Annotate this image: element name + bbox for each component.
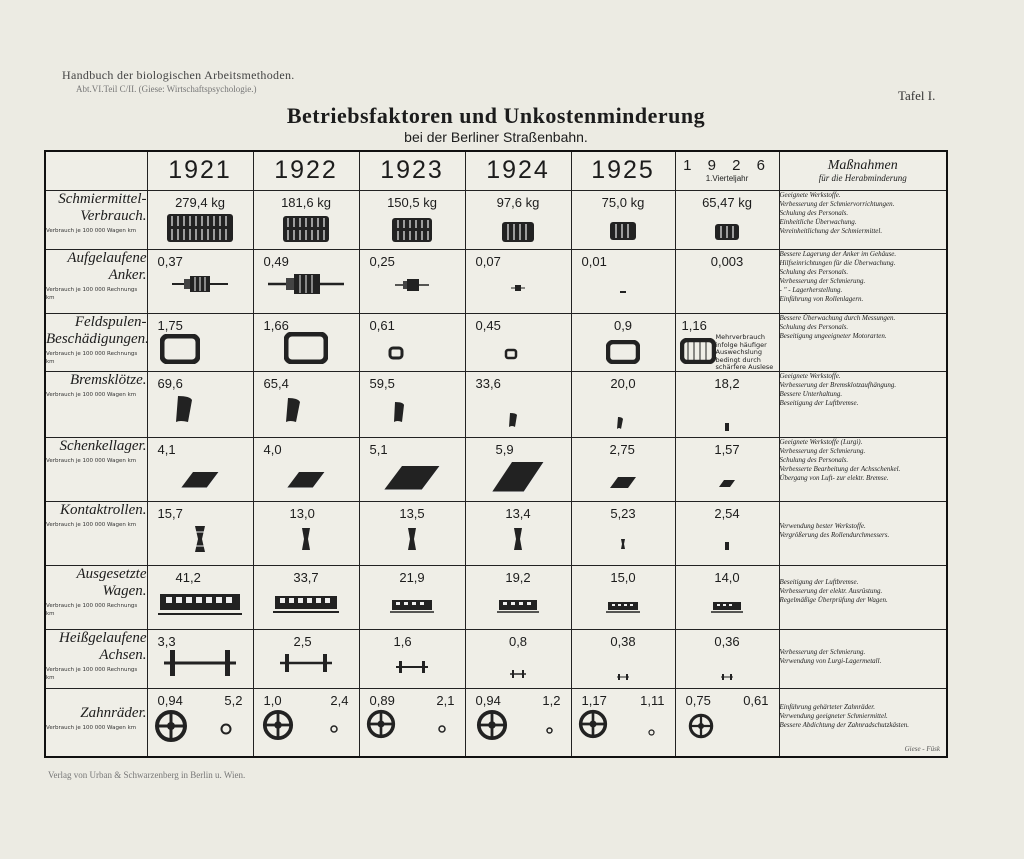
measures-cell: Beseitigung der Luftbremse. Verbesserung der elektr. Ausrüstung. Regelmäßige Überprüfung der Wagen.: [779, 565, 947, 629]
contact-roller-icon: [193, 524, 207, 554]
field-coil-icon: [160, 334, 200, 364]
measures-cell: Bessere Lagerung der Anker im Gehäuse. Hilfseinrichtungen für die Überwachung. Schulung des Personals. Verbesserung der Schmierung. - " - Lagerherstellung. Einführung von Rollenlagern.: [779, 250, 947, 314]
table-row: [45, 250, 947, 314]
table-row: [45, 190, 947, 250]
gear-wheel-icon: [366, 709, 396, 739]
value-cell: 1,6: [359, 629, 465, 689]
table-row: [45, 689, 947, 757]
grease-drum-icon: [166, 213, 234, 243]
row-label: Zahnräder. Verbrauch je 100 000 Wagen km: [45, 689, 147, 757]
axle-icon: [616, 674, 630, 680]
book-section: Abt.VI.Teil C/II. (Giese: Wirtschaftspsychologie.): [76, 84, 257, 94]
value-cell: 1,0 2,4: [253, 689, 359, 757]
field-coil-icon: [606, 340, 640, 364]
value-cell: 1,75: [147, 314, 253, 372]
gear-wheel-icon: [546, 727, 553, 734]
gear-wheel-icon: [578, 709, 608, 739]
value-cell: 0,8: [465, 629, 571, 689]
brake-block-icon: [284, 396, 302, 424]
bearing-shell-icon: [382, 462, 442, 492]
table-row: [45, 629, 947, 689]
contact-roller-icon: [406, 526, 418, 552]
value-cell: 0,61: [359, 314, 465, 372]
value-cell: 1,66: [253, 314, 359, 372]
value-cell: 5,23: [571, 501, 675, 565]
grease-drum-icon: [391, 217, 433, 243]
gear-wheel-icon: [220, 723, 232, 735]
axle-icon: [509, 670, 527, 678]
armature-icon: [395, 278, 429, 292]
row-label: Schmiermittel-Verbrauch. Verbrauch je 100 000 Wagen km: [45, 190, 147, 250]
bearing-shell-icon: [608, 474, 638, 490]
row-label: Heißgelaufene Achsen. Verbrauch je 100 000 Rechnungs km: [45, 629, 147, 689]
field-coil-icon: [284, 332, 328, 364]
value-cell: 21,9: [359, 565, 465, 629]
bearing-shell-icon: [179, 468, 221, 490]
gear-wheel-icon: [688, 713, 714, 739]
bearing-shell-icon: [285, 468, 327, 490]
tram-car-icon: [390, 598, 434, 614]
value-cell: 3,3: [147, 629, 253, 689]
gear-wheel-icon: [438, 725, 446, 733]
value-cell: 13,4: [465, 501, 571, 565]
brake-block-icon: [508, 412, 518, 428]
armature-icon: [268, 272, 344, 296]
value-cell: 13,0: [253, 501, 359, 565]
value-cell: 5,9: [465, 437, 571, 501]
value-cell: 75,0 kg: [571, 190, 675, 250]
table-row: [45, 565, 947, 629]
year-header: 1922: [253, 151, 359, 190]
value-cell: 0,01: [571, 250, 675, 314]
gear-wheel-icon: [262, 709, 294, 741]
value-cell: 0,89 2,1: [359, 689, 465, 757]
value-cell: 97,6 kg: [465, 190, 571, 250]
year-header: 1923: [359, 151, 465, 190]
table-row: [45, 501, 947, 565]
publisher-footer: Verlag von Urban & Schwarzenberg in Berlin u. Wien.: [48, 770, 246, 780]
table-row: [45, 437, 947, 501]
value-cell: 181,6 kg: [253, 190, 359, 250]
value-cell: 1,17 1,11: [571, 689, 675, 757]
value-cell: 59,5: [359, 372, 465, 438]
brake-block-icon: [174, 394, 194, 424]
grease-drum-icon: [501, 221, 535, 243]
gear-wheel-icon: [648, 729, 655, 736]
value-cell: 15,7: [147, 501, 253, 565]
value-cell: 15,0: [571, 565, 675, 629]
year-header: 1921: [147, 151, 253, 190]
value-cell: 0,45: [465, 314, 571, 372]
value-cell: 4,1: [147, 437, 253, 501]
value-cell: 1,16 Mehrverbrauch infolge häufiger Auswechslung bedingt durch schärfere Auslese: [675, 314, 779, 372]
gear-wheel-icon: [154, 709, 188, 743]
brake-block-icon: [616, 416, 624, 430]
contact-roller-icon: [300, 526, 312, 552]
contact-roller-icon: [725, 542, 729, 550]
value-cell: 1,57: [675, 437, 779, 501]
value-cell: 19,2: [465, 565, 571, 629]
field-coil-icon: [504, 348, 518, 360]
brake-block-icon: [724, 422, 730, 432]
value-cell: 2,75: [571, 437, 675, 501]
value-cell: 0,49: [253, 250, 359, 314]
data-table: [44, 150, 948, 758]
brake-block-icon: [392, 400, 406, 424]
signature: Giese - Füsk: [904, 745, 940, 753]
row-label: Kontaktrollen. Verbrauch je 100 000 Wagen km: [45, 501, 147, 565]
grease-drum-icon: [282, 215, 330, 243]
axle-icon: [277, 652, 335, 674]
grease-drum-icon: [714, 223, 740, 241]
field-coil-icon: [680, 338, 716, 364]
value-cell: 4,0: [253, 437, 359, 501]
value-cell: 69,6: [147, 372, 253, 438]
row-label: Aufgelaufene Anker. Verbrauch je 100 000 Rechnungs km: [45, 250, 147, 314]
value-cell: 0,003: [675, 250, 779, 314]
value-cell: 0,38: [571, 629, 675, 689]
value-cell: 2,5: [253, 629, 359, 689]
field-coil-icon: [388, 346, 404, 360]
value-cell: 65,47 kg: [675, 190, 779, 250]
axle-icon: [720, 674, 734, 680]
year-header: 1925: [571, 151, 675, 190]
contact-roller-icon: [512, 526, 524, 552]
plate-number: Tafel I.: [898, 88, 936, 103]
bearing-shell-icon: [490, 458, 546, 494]
bearing-shell-icon: [718, 478, 736, 488]
measures-cell: Bessere Überwachung durch Messungen. Schulung des Personals. Beseitigung ungeeigneter Motorarten.: [779, 314, 947, 372]
value-cell: 0,25: [359, 250, 465, 314]
armature-icon: [620, 290, 626, 294]
table-row: [45, 372, 947, 438]
row-label: Ausgesetzte Wagen. Verbrauch je 100 000 Rechnungs km: [45, 565, 147, 629]
page-subtitle: bei der Berliner Straßenbahn.: [404, 129, 588, 145]
contact-roller-icon: [620, 538, 626, 550]
header-row: [45, 151, 947, 190]
axle-icon: [160, 648, 240, 678]
value-cell: 150,5 kg: [359, 190, 465, 250]
value-cell: 5,1: [359, 437, 465, 501]
year-header-1926: 1 9 2 6 1.Vierteljahr: [675, 151, 779, 190]
book-title: Handbuch der biologischen Arbeitsmethoden.: [62, 68, 295, 82]
armature-icon: [172, 274, 228, 294]
value-cell: 18,2: [675, 372, 779, 438]
value-cell: 14,0: [675, 565, 779, 629]
value-cell: 33,6: [465, 372, 571, 438]
axle-icon: [394, 660, 430, 674]
value-cell: 0,9: [571, 314, 675, 372]
row-label: Schenkellager. Verbrauch je 100 000 Wagen km: [45, 437, 147, 501]
tram-car-icon: [158, 592, 242, 616]
measures-cell: Verwendung bester Werkstoffe. Vergrößerung des Rollendurchmessers.: [779, 501, 947, 565]
value-cell: 0,36: [675, 629, 779, 689]
measures-cell: Geeignete Werkstoffe. Verbesserung der Schmiervorrichtungen. Schulung des Personals. Einheitliche Überwachung. Vereinheitlichung der Schmiermittel.: [779, 190, 947, 250]
value-cell: 0,75 0,61: [675, 689, 779, 757]
table-row: [45, 314, 947, 372]
value-cell: 2,54: [675, 501, 779, 565]
measures-cell: Verbesserung der Schmierung. Verwendung von Lurgi-Lagermetall.: [779, 629, 947, 689]
value-cell: 13,5: [359, 501, 465, 565]
measures-cell: Einführung gehärteter Zahnräder. Verwendung geeigneter Schmiermittel. Bessere Abdichtung der Zahnradschutzkästen. Giese - Füsk: [779, 689, 947, 757]
value-cell: 0,37: [147, 250, 253, 314]
value-cell: 20,0: [571, 372, 675, 438]
measures-cell: Geeignete Werkstoffe. Verbesserung der Bremsklotzaufhängung. Bessere Unterhaltung. Beseitigung der Luftbremse.: [779, 372, 947, 438]
tram-car-icon: [606, 600, 640, 614]
value-cell: 0,07: [465, 250, 571, 314]
value-cell: 279,4 kg: [147, 190, 253, 250]
tram-car-icon: [711, 600, 743, 614]
value-cell: 41,2: [147, 565, 253, 629]
gear-wheel-icon: [330, 725, 338, 733]
row-label: Feldspulen-Beschädigungen. Verbrauch je 100 000 Rechnungs km: [45, 314, 147, 372]
row-label: Bremsklötze. Verbrauch je 100 000 Wagen km: [45, 372, 147, 438]
value-cell: 0,94 1,2: [465, 689, 571, 757]
value-cell: 0,94 5,2: [147, 689, 253, 757]
page-title: Betriebsfaktoren und Unkostenminderung: [286, 103, 706, 128]
measures-cell: Geeignete Werkstoffe (Lurgi). Verbesserung der Schmierung. Schulung des Personals. Verbesserte Bearbeitung der Achsschenkel. Übergang von Luft- zur elektr. Bremse.: [779, 437, 947, 501]
year-header: 1924: [465, 151, 571, 190]
corner-cell: [45, 151, 147, 190]
value-cell: 65,4: [253, 372, 359, 438]
measures-header: Maßnahmen für die Herabminderung: [779, 151, 947, 190]
tram-car-icon: [497, 598, 539, 614]
armature-icon: [511, 284, 525, 292]
value-cell: 33,7: [253, 565, 359, 629]
gear-wheel-icon: [476, 709, 508, 741]
grease-drum-icon: [609, 221, 637, 241]
tram-car-icon: [273, 594, 339, 614]
